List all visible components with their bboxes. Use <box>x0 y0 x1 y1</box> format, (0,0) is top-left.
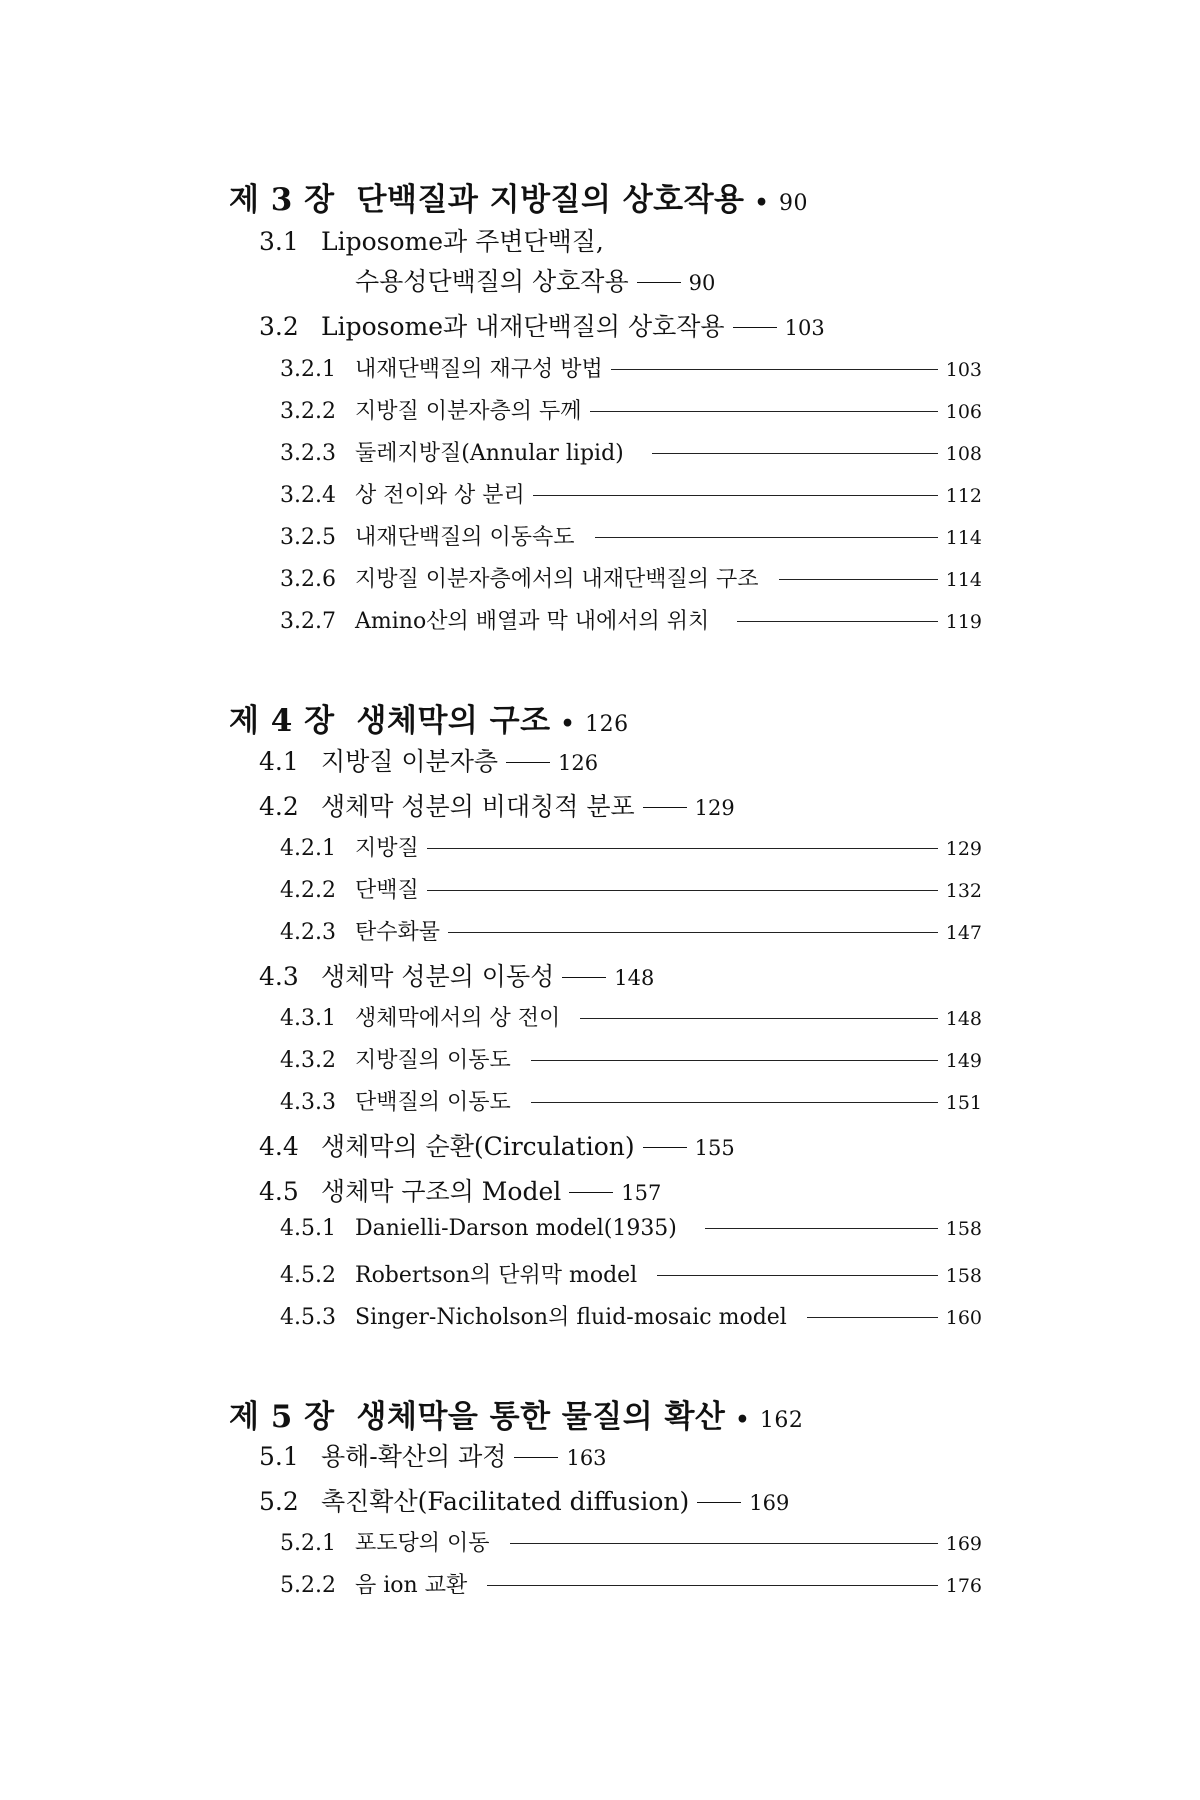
toc-section <box>259 1127 735 1163</box>
subsection-page: 151 <box>945 1092 982 1114</box>
leader-line <box>580 1018 937 1019</box>
section-title: 생체막 구조의 Model <box>321 1177 562 1206</box>
dash <box>643 1147 687 1148</box>
toc-subsection <box>280 1216 982 1241</box>
subsection-page: 103 <box>945 359 982 381</box>
subsection-page: 160 <box>945 1307 982 1329</box>
toc-subsection <box>280 478 982 509</box>
subsection-number: 3.2.3 <box>280 441 336 466</box>
toc-subsection <box>280 873 982 904</box>
leader-line <box>657 1275 938 1276</box>
leader-line <box>448 932 938 933</box>
dash <box>514 1457 558 1458</box>
subsection-title: 내재단백질의 재구성 방법 <box>355 357 603 382</box>
toc-section <box>259 1482 789 1518</box>
toc-subsection <box>280 915 982 946</box>
leader-line <box>487 1585 938 1586</box>
dash <box>637 282 681 283</box>
leader-line <box>779 579 938 580</box>
toc-subsection <box>280 1568 982 1599</box>
subsection-title: 둘레지방질(Annular lipid) <box>355 441 624 466</box>
toc-subsection <box>280 352 982 383</box>
chapter-title: 단백질과 지방질의 상호작용 <box>356 182 745 218</box>
chapter-heading <box>229 1391 803 1436</box>
leader-line <box>531 1102 938 1103</box>
section-number: 5.2 <box>259 1487 299 1516</box>
toc-subsection <box>280 604 982 635</box>
subsection-page: 114 <box>945 569 982 591</box>
subsection-number: 4.2.1 <box>280 836 336 861</box>
section-title: 생체막의 순환(Circulation) <box>321 1132 635 1161</box>
subsection-page: 149 <box>945 1050 982 1072</box>
subsection-number: 4.2.2 <box>280 878 336 903</box>
chapter-title: 생체막을 통한 물질의 확산 <box>356 1399 726 1435</box>
toc-subsection <box>280 520 982 551</box>
toc-section <box>259 957 654 993</box>
subsection-title: 단백질 <box>355 878 419 903</box>
subsection-title: 지방질 <box>355 836 419 861</box>
subsection-page: 108 <box>945 443 982 465</box>
toc-subsection <box>280 394 982 425</box>
chapter-number: 제 3 장 <box>229 182 335 218</box>
subsection-number: 3.2.4 <box>280 483 336 508</box>
section-page: 148 <box>614 966 655 990</box>
leader-line <box>807 1317 938 1318</box>
subsection-number: 4.2.3 <box>280 920 336 945</box>
leader-line <box>611 369 938 370</box>
subsection-page: 169 <box>945 1533 982 1555</box>
toc-subsection <box>280 562 982 593</box>
subsection-page: 106 <box>945 401 982 423</box>
dash <box>562 977 606 978</box>
subsection-number: 4.5.2 <box>280 1263 336 1288</box>
leader-line <box>510 1543 938 1544</box>
subsection-number: 5.2.2 <box>280 1573 336 1598</box>
subsection-number: 4.3.3 <box>280 1090 336 1115</box>
chapter-bullet: • <box>735 1407 750 1433</box>
section-page: 90 <box>688 271 716 295</box>
section-number: 4.5 <box>259 1177 299 1206</box>
section-title: 촉진확산(Facilitated diffusion) <box>321 1487 690 1516</box>
toc-section <box>259 307 825 343</box>
chapter-bullet: • <box>754 190 770 216</box>
toc-subsection <box>280 1043 982 1074</box>
toc-subsection <box>280 436 982 467</box>
chapter-page: 162 <box>759 1408 804 1433</box>
subsection-title: Robertson의 단위막 model <box>355 1263 638 1288</box>
leader-line <box>531 1060 938 1061</box>
subsection-title: 지방질의 이동도 <box>355 1048 511 1073</box>
subsection-number: 4.3.1 <box>280 1006 336 1031</box>
section-number: 4.1 <box>259 747 299 776</box>
chapter-page: 90 <box>779 191 809 216</box>
subsection-title: 음 ion 교환 <box>355 1573 468 1598</box>
subsection-page: 148 <box>945 1008 982 1030</box>
section-number: 4.3 <box>259 962 299 991</box>
section-number: 4.4 <box>259 1132 299 1161</box>
chapter-page: 126 <box>585 712 629 737</box>
subsection-number: 3.2.1 <box>280 357 336 382</box>
section-page: 163 <box>566 1446 607 1470</box>
subsection-page: 176 <box>945 1575 982 1597</box>
section-title: 지방질 이분자층 <box>321 747 498 776</box>
leader-line <box>737 621 938 622</box>
section-title-cont: 수용성단백질의 상호작용 <box>355 267 629 296</box>
dash <box>697 1502 741 1503</box>
leader-line <box>427 848 938 849</box>
subsection-title: Danielli-Darson model(1935) <box>355 1216 677 1241</box>
toc-subsection <box>280 831 982 862</box>
subsection-title: Singer-Nicholson의 fluid-mosaic model <box>355 1305 787 1330</box>
subsection-number: 4.3.2 <box>280 1048 336 1073</box>
section-page: 126 <box>558 751 599 775</box>
section-page: 155 <box>694 1136 735 1160</box>
leader-line <box>533 495 938 496</box>
section-title: Liposome과 내재단백질의 상호작용 <box>321 312 725 341</box>
subsection-title: 지방질 이분자층의 두께 <box>355 399 582 424</box>
subsection-page: 158 <box>945 1265 982 1287</box>
chapter-number: 제 4 장 <box>229 703 335 739</box>
toc-section <box>259 1437 607 1473</box>
subsection-title: 포도당의 이동 <box>355 1531 490 1556</box>
leader-line <box>427 890 938 891</box>
leader-line <box>595 537 938 538</box>
chapter-heading <box>229 174 808 219</box>
subsection-page: 129 <box>945 838 982 860</box>
subsection-number: 3.2.7 <box>280 609 336 634</box>
section-title: 생체막 성분의 이동성 <box>321 962 555 991</box>
toc-section <box>259 1172 661 1208</box>
section-title: Liposome과 주변단백질, <box>321 227 604 256</box>
section-number: 3.1 <box>259 227 299 256</box>
toc-section <box>259 742 598 778</box>
section-title: 용해-확산의 과정 <box>321 1442 507 1471</box>
subsection-title: Amino산의 배열과 막 내에서의 위치 <box>355 609 710 634</box>
toc-subsection <box>280 1526 982 1557</box>
section-number: 3.2 <box>259 312 299 341</box>
leader-line <box>652 453 938 454</box>
subsection-number: 3.2.2 <box>280 399 336 424</box>
subsection-number: 4.5.1 <box>280 1216 336 1241</box>
chapter-bullet: • <box>560 711 576 737</box>
toc-section <box>259 222 604 258</box>
leader-line <box>705 1228 938 1229</box>
toc-section-continuation <box>355 262 715 298</box>
dash <box>733 327 777 328</box>
subsection-title: 탄수화물 <box>355 920 441 945</box>
subsection-page: 132 <box>945 880 982 902</box>
subsection-title: 생체막에서의 상 전이 <box>355 1006 561 1031</box>
subsection-title: 지방질 이분자층에서의 내재단백질의 구조 <box>355 567 759 592</box>
toc-subsection <box>280 1300 982 1331</box>
subsection-page: 112 <box>945 485 982 507</box>
toc-subsection <box>280 1085 982 1116</box>
subsection-title: 상 전이와 상 분리 <box>355 483 525 508</box>
chapter-title: 생체막의 구조 <box>356 703 551 739</box>
section-page: 169 <box>749 1491 790 1515</box>
leader-line <box>590 411 938 412</box>
section-title: 생체막 성분의 비대칭적 분포 <box>321 792 635 821</box>
toc-subsection <box>280 1258 982 1289</box>
subsection-number: 3.2.5 <box>280 525 336 550</box>
subsection-page: 119 <box>945 611 982 633</box>
toc-subsection <box>280 1001 982 1032</box>
subsection-title: 내재단백질의 이동속도 <box>355 525 575 550</box>
section-number: 4.2 <box>259 792 299 821</box>
section-page: 129 <box>694 796 735 820</box>
toc-section <box>259 787 735 823</box>
subsection-number: 4.5.3 <box>280 1305 336 1330</box>
subsection-page: 158 <box>945 1218 982 1240</box>
subsection-title: 단백질의 이동도 <box>355 1090 511 1115</box>
subsection-page: 147 <box>945 922 982 944</box>
section-page: 103 <box>784 316 825 340</box>
dash <box>643 807 687 808</box>
section-number: 5.1 <box>259 1442 299 1471</box>
subsection-page: 114 <box>945 527 982 549</box>
subsection-number: 3.2.6 <box>280 567 336 592</box>
chapter-number: 제 5 장 <box>229 1399 335 1435</box>
chapter-heading <box>229 695 629 740</box>
dash <box>506 762 550 763</box>
section-page: 157 <box>621 1181 662 1205</box>
dash <box>569 1192 613 1193</box>
subsection-number: 5.2.1 <box>280 1531 336 1556</box>
